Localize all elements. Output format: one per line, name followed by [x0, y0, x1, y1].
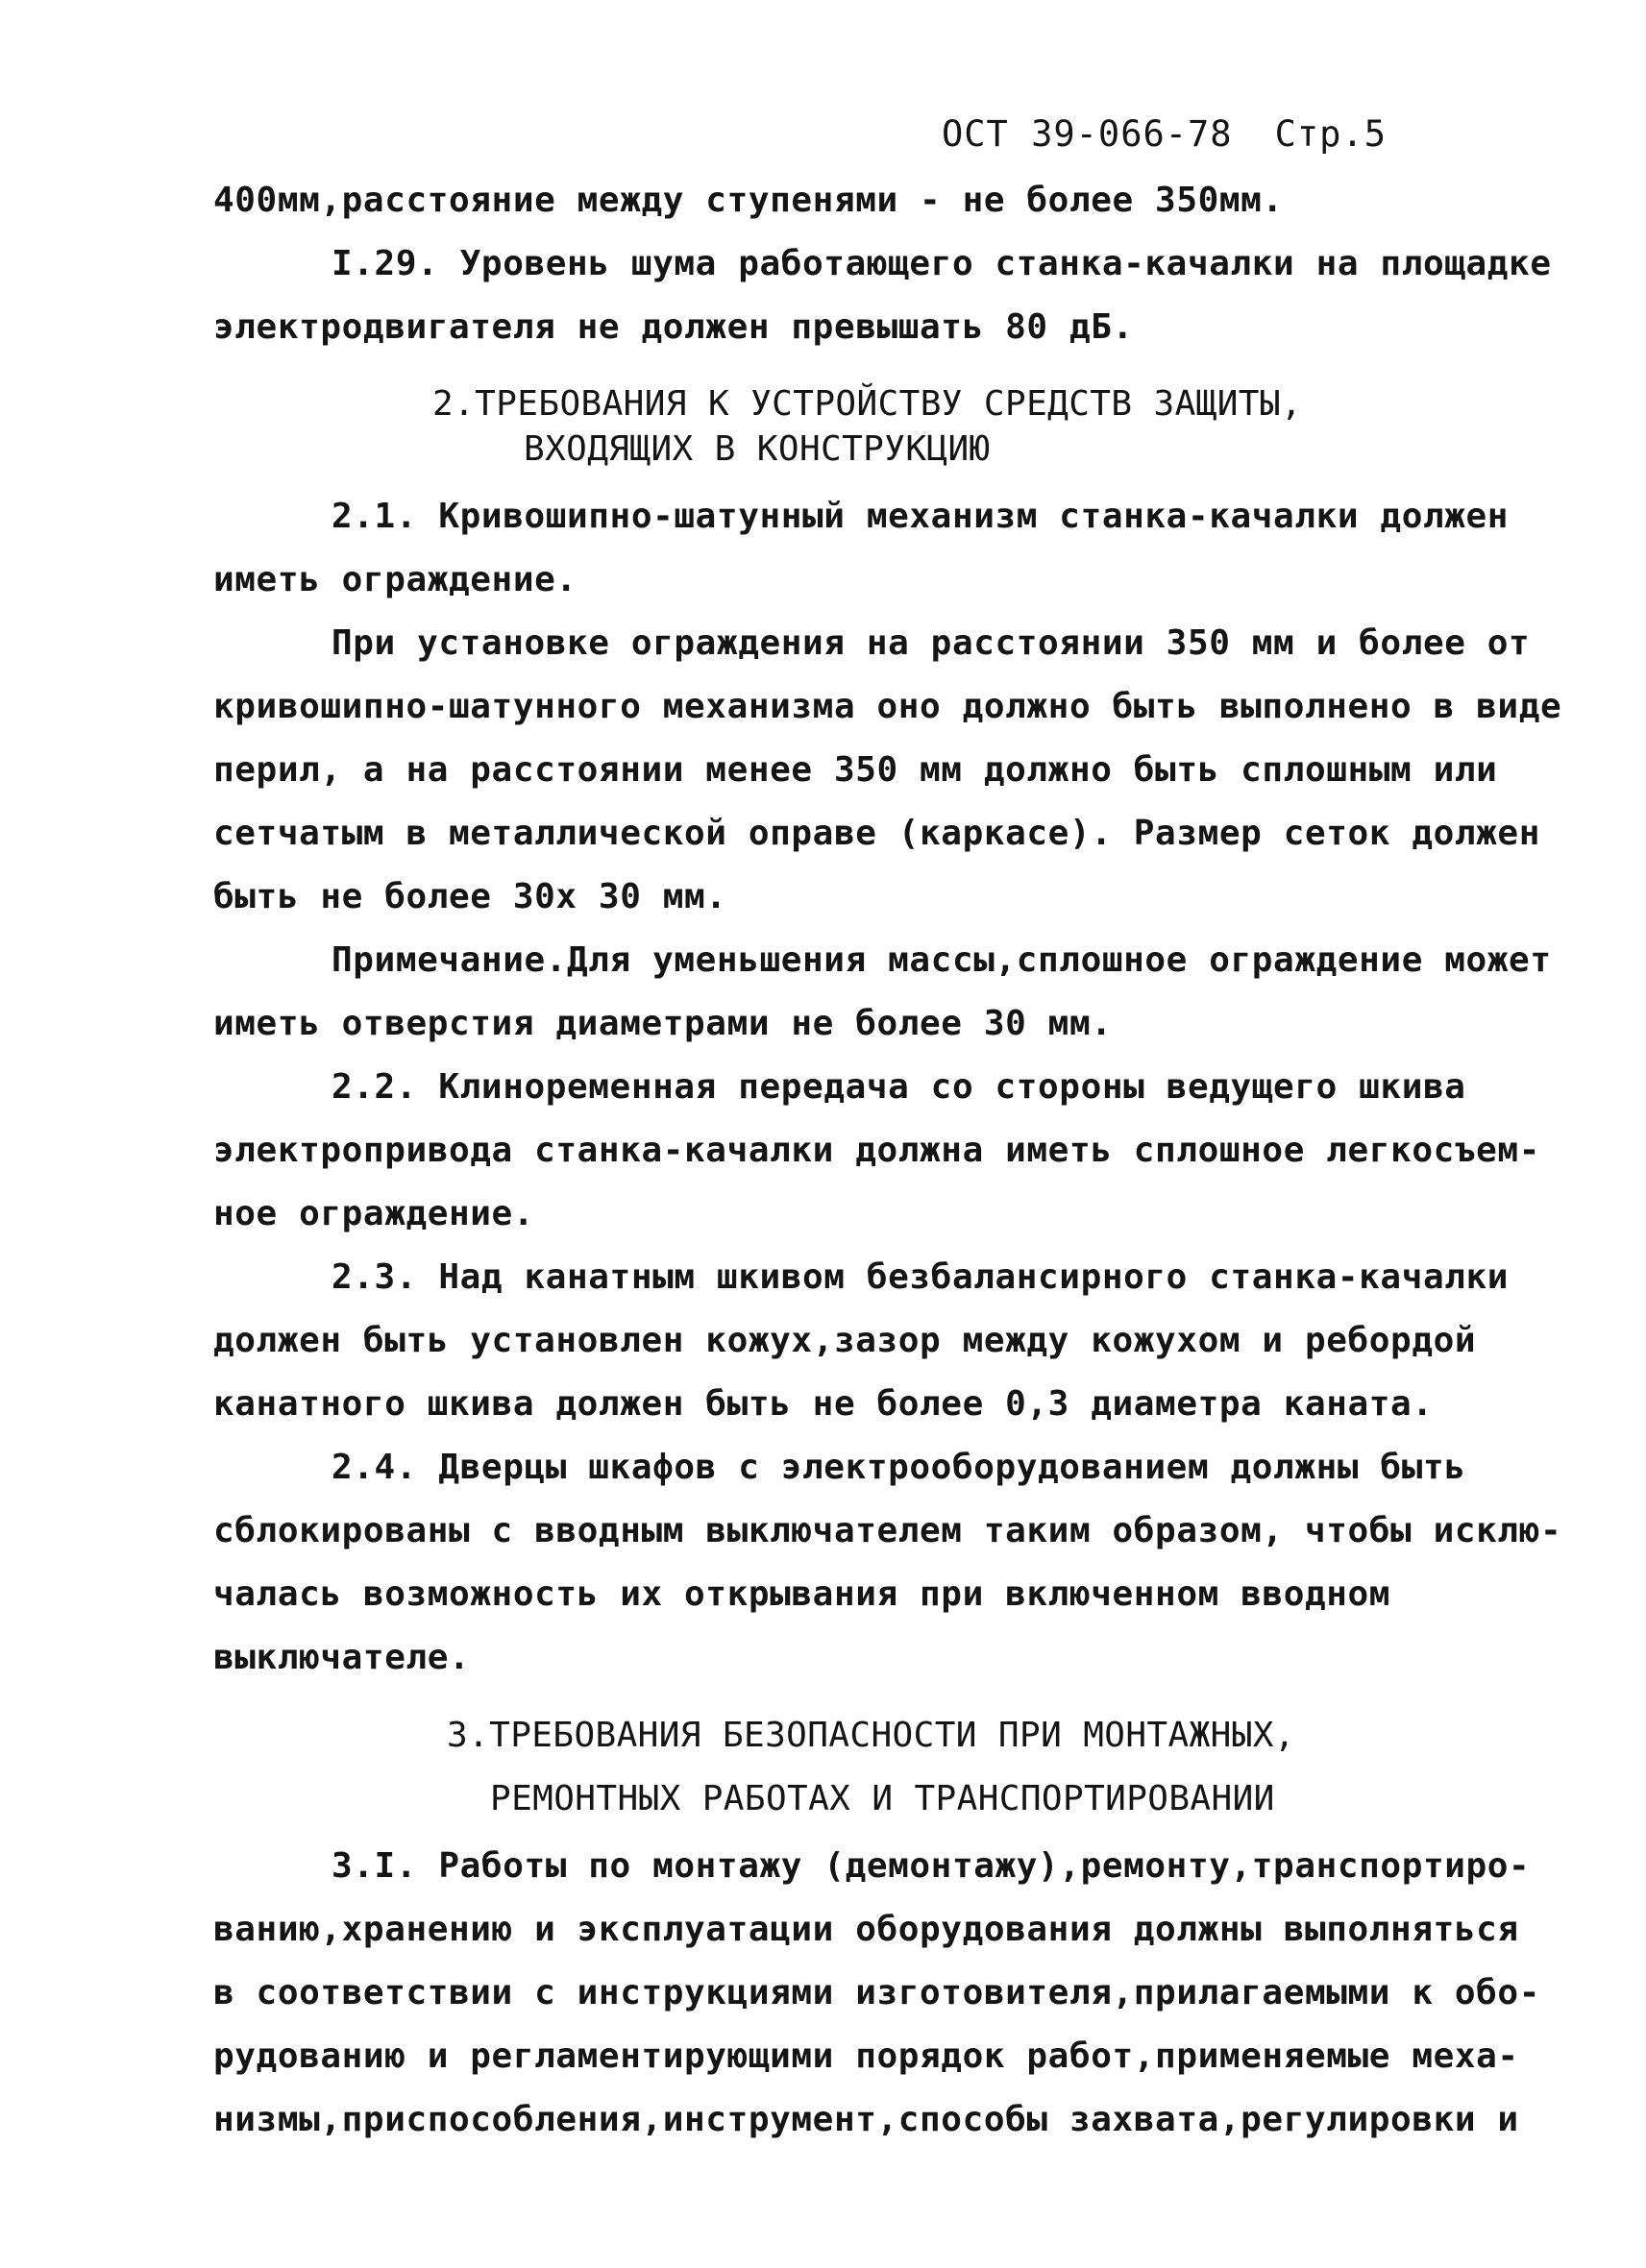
text-line: быть не более 30х 30 мм.	[213, 877, 727, 916]
text-line: чалась возможность их открывания при включенном вводном	[213, 1574, 1391, 1614]
text-line: рудованию и регламентирующими порядок работ,применяемые меха-	[213, 2036, 1519, 2076]
text-line: сблокированы с вводным выключателем таким образом, чтобы исклю-	[213, 1511, 1562, 1550]
section-3-heading: 3.ТРЕБОВАНИЯ БЕЗОПАСНОСТИ ПРИ МОНТАЖНЫХ,	[447, 1716, 1295, 1755]
text-line: выключателе.	[213, 1638, 471, 1677]
text-line: иметь ограждение.	[213, 560, 577, 599]
text-line: 3.I. Работы по монтажу (демонтажу),ремонту,транспортиро-	[332, 1846, 1531, 1886]
text-line: 2.2. Клиноременная передача со стороны ведущего шкива	[332, 1067, 1466, 1107]
document-code: ОСТ 39-066-78	[942, 113, 1233, 155]
text-line: в соответствии с инструкциями изготовителя,прилагаемыми к обо-	[213, 1973, 1540, 2012]
text-line: 2.3. Над канатным шкивом безбалансирного станка-качалки	[332, 1257, 1510, 1297]
section-2-heading: 2.ТРЕБОВАНИЯ К УСТРОЙСТВУ СРЕДСТВ ЗАЩИТЫ,	[432, 384, 1303, 424]
text-line: низмы,приспособления,инструмент,способы захвата,регулировки и	[213, 2100, 1519, 2139]
note-line: Примечание.Для уменьшения массы,сплошное ограждение может	[332, 940, 1552, 980]
text-line: 2.1. Кривошипно-шатунный механизм станка-качалки должен	[332, 497, 1510, 536]
text-line: канатного шкива должен быть не более 0,3 диаметра каната.	[213, 1384, 1434, 1424]
section-2-heading-cont: ВХОДЯЩИХ В КОНСТРУКЦИЮ	[524, 429, 991, 469]
text-line: электродвигателя не должен превышать 80 дБ.	[213, 307, 1134, 347]
text-line: 2.4. Дверцы шкафов с электрооборудованием должны быть	[332, 1448, 1466, 1487]
text-line: I.29. Уровень шума работающего станка-качалки на площадке	[332, 244, 1552, 283]
section-3-heading-cont: РЕМОНТНЫХ РАБОТАХ И ТРАНСПОРТИРОВАНИИ	[490, 1779, 1275, 1818]
text-line: ванию,хранению и эксплуатации оборудования должны выполняться	[213, 1910, 1519, 1949]
text-line: При установке ограждения на расстоянии 350 мм и более от	[332, 623, 1531, 663]
text-line: электропривода станка-качалки должна иметь сплошное легкосъем-	[213, 1131, 1540, 1170]
text-line: иметь отверстия диаметрами не более 30 мм.	[213, 1004, 1113, 1043]
page-header	[942, 113, 1387, 155]
text-line: кривошипно-шатунного механизма оно должно быть выполнено в виде	[213, 687, 1562, 726]
page-number: Стр.5	[1274, 113, 1387, 155]
text-line: ное ограждение.	[213, 1194, 535, 1233]
text-line: должен быть установлен кожух,зазор между кожухом и ребордой	[213, 1321, 1477, 1360]
text-line: сетчатым в металлической оправе (каркасе). Размер сеток должен	[213, 814, 1540, 853]
text-line: 400мм,расстояние между ступенями - не более 350мм.	[213, 181, 1284, 220]
text-line: перил, а на расстоянии менее 350 мм должно быть сплошным или	[213, 750, 1498, 790]
